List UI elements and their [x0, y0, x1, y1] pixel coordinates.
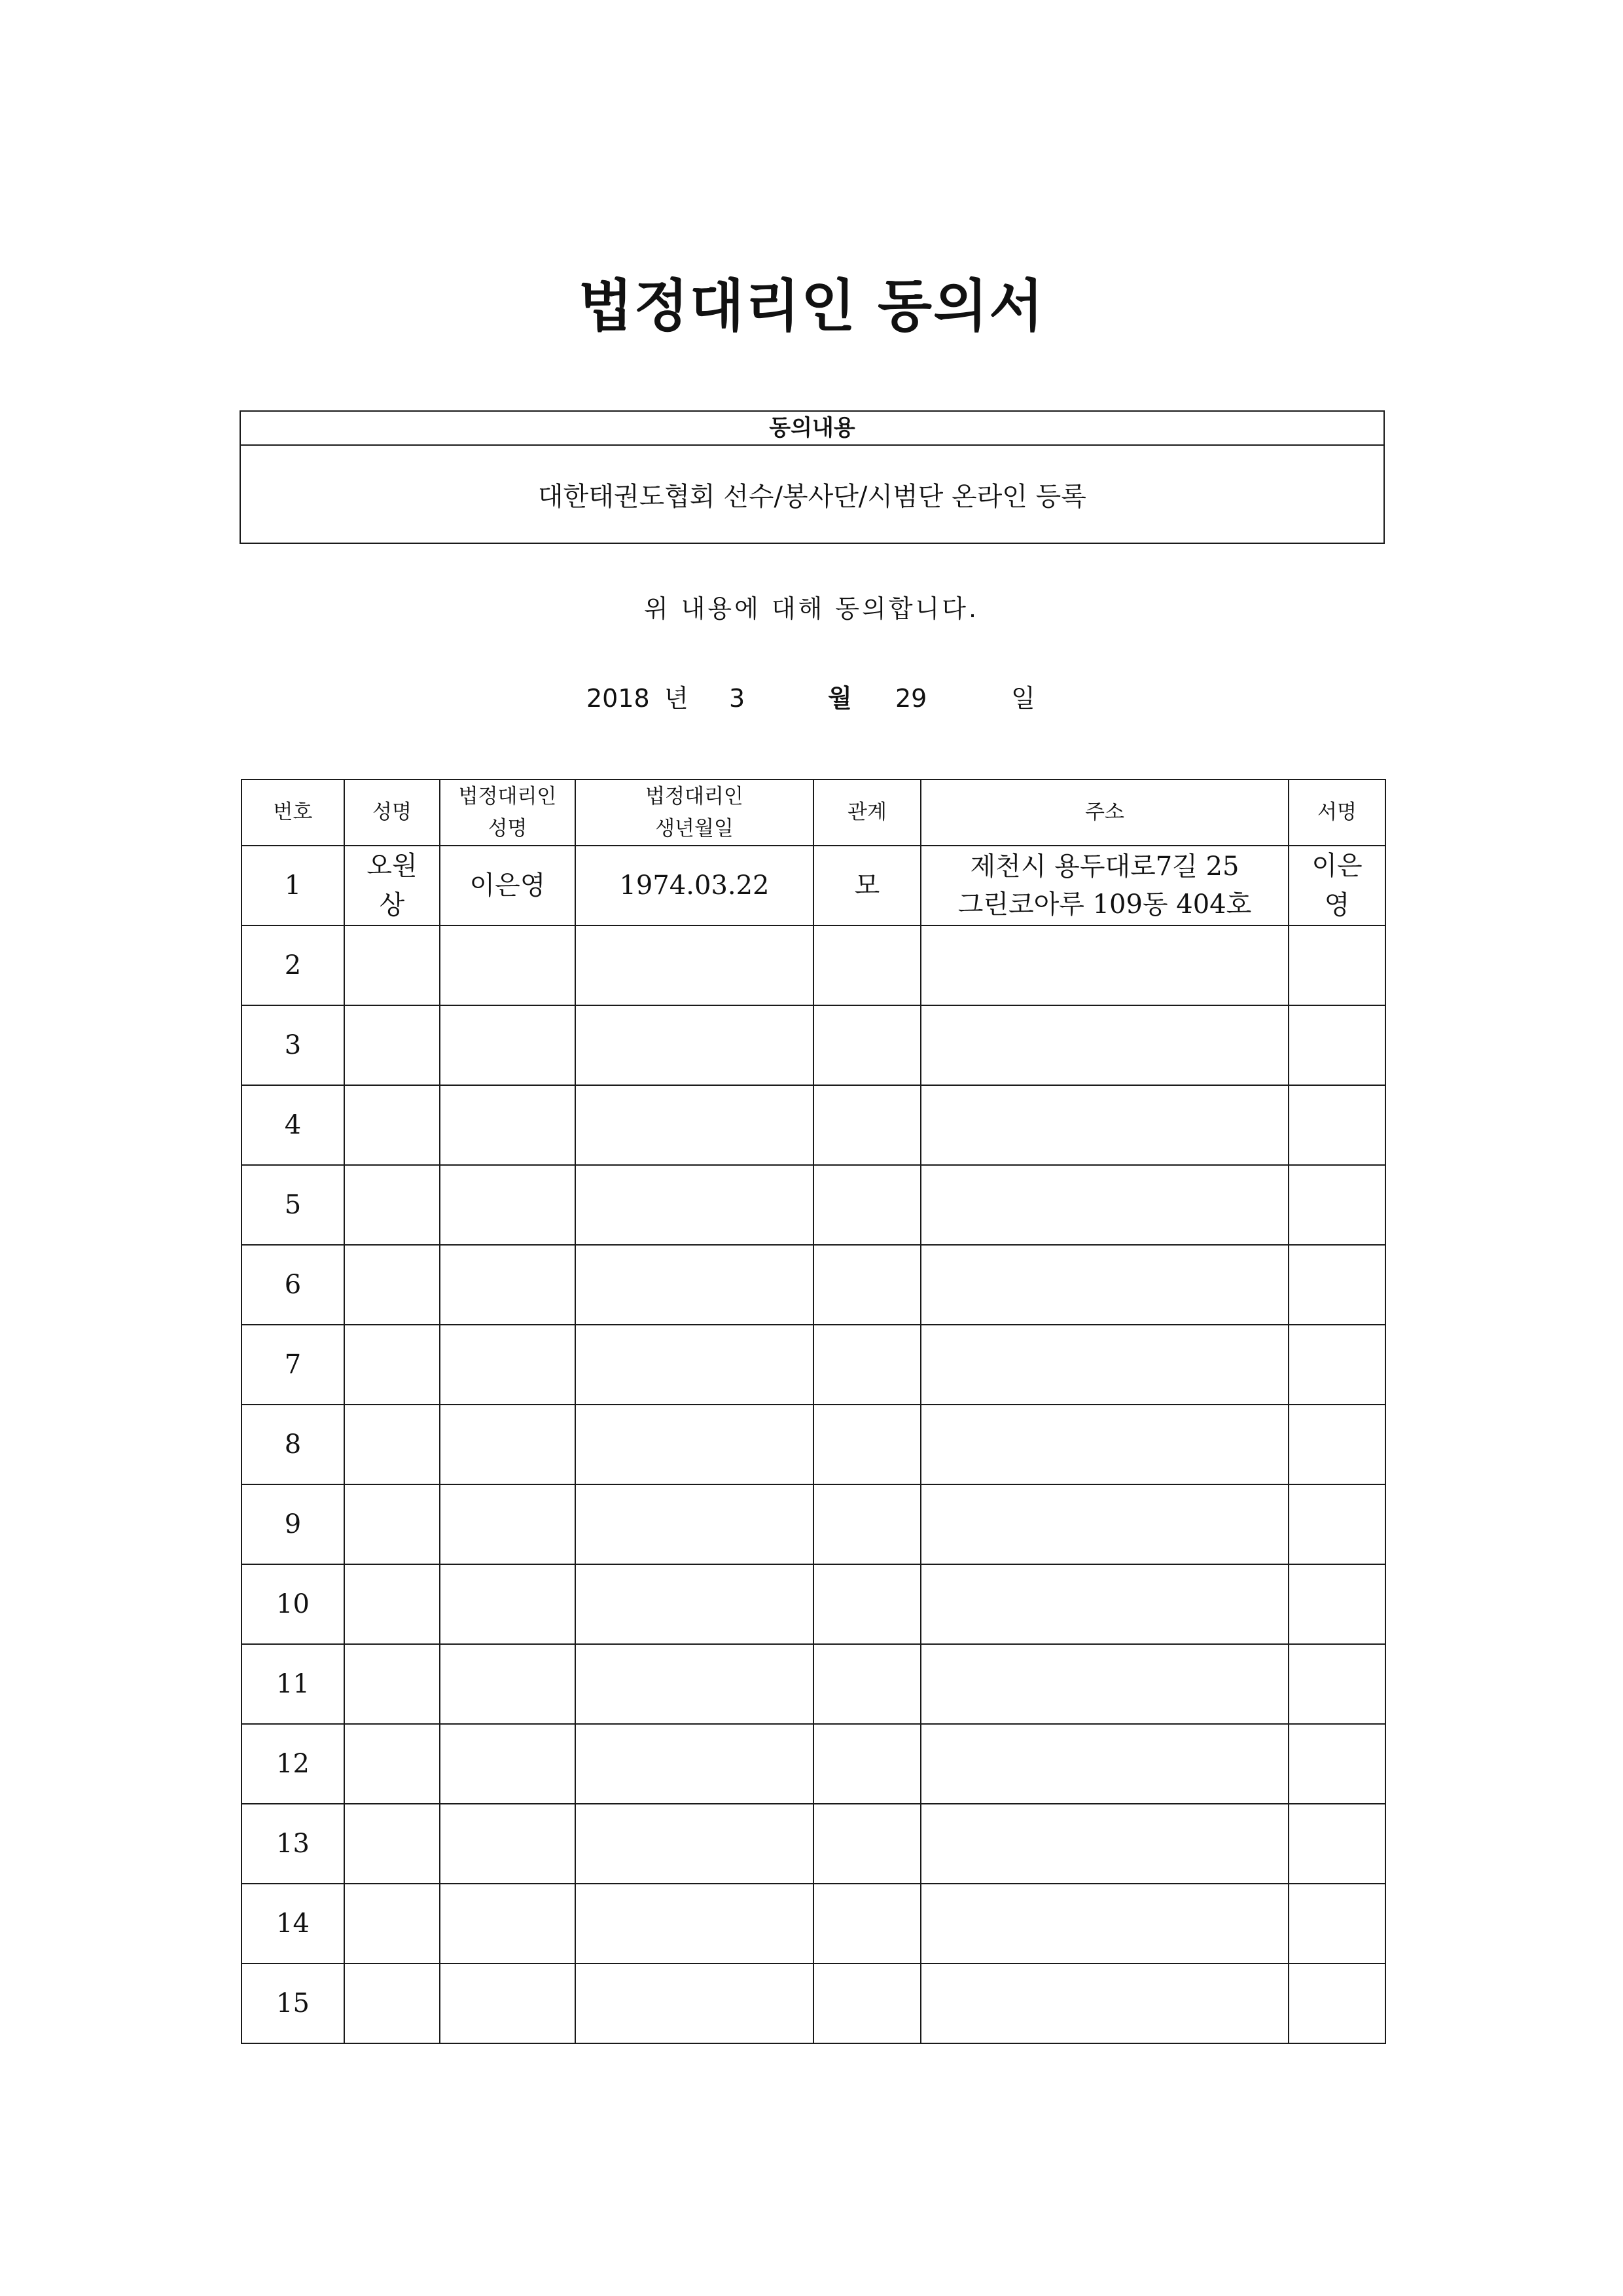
signature-cell [1289, 1884, 1385, 1964]
relation-cell [813, 1724, 921, 1804]
table-row [241, 1484, 1385, 1564]
table-row [241, 1644, 1385, 1724]
relation-cell [813, 1564, 921, 1644]
row-number-cell [241, 1165, 344, 1245]
address-cell [921, 1325, 1289, 1405]
page-title: 법정대리인 동의서 [578, 274, 1045, 339]
guardian-birthdate-cell [575, 1325, 813, 1405]
name-cell [344, 846, 440, 925]
signature-cell [1289, 1245, 1385, 1325]
relation-cell [813, 1405, 921, 1484]
row-number-value: 8 [284, 1429, 302, 1460]
address-cell [921, 1964, 1289, 2043]
address-value: 제천시 용두대로7길 25 그린코아루 109동 404호 [957, 851, 1252, 920]
row-number-cell [241, 1964, 344, 2043]
signature-value: 이은영 [1311, 851, 1363, 920]
name-cell [344, 1964, 440, 2043]
address-cell [921, 1245, 1289, 1325]
consent-header: 동의내용 [241, 412, 1383, 446]
guardian-birthdate-cell [575, 1804, 813, 1884]
name-cell [344, 1804, 440, 1884]
address-cell [921, 1405, 1289, 1484]
table-row [241, 1564, 1385, 1644]
table-row [241, 1804, 1385, 1884]
row-number-value: 9 [284, 1509, 302, 1539]
table-row [241, 846, 1385, 925]
name-value: 오원상 [366, 851, 418, 920]
guardian-name-cell [440, 1405, 575, 1484]
signature-cell [1289, 925, 1385, 1005]
row-number-cell [241, 1245, 344, 1325]
signature-cell [1289, 1564, 1385, 1644]
row-number-value: 2 [284, 950, 302, 980]
relation-cell [813, 1165, 921, 1245]
address-cell [921, 1804, 1289, 1884]
guardian-name-cell [440, 1724, 575, 1804]
name-cell [344, 1884, 440, 1964]
header-guardian-birthdate: 법정대리인 생년월일 [575, 780, 813, 846]
relation-cell [813, 925, 921, 1005]
guardian-name-cell [440, 1325, 575, 1405]
row-number-cell [241, 1644, 344, 1724]
guardian-birthdate-cell [575, 925, 813, 1005]
address-cell [921, 1724, 1289, 1804]
row-number-value: 3 [284, 1030, 302, 1060]
address-cell [921, 1085, 1289, 1165]
table-row [241, 1245, 1385, 1325]
relation-cell [813, 1884, 921, 1964]
row-number-value: 11 [276, 1669, 310, 1699]
guardian-name-cell [440, 1964, 575, 2043]
row-number-value: 1 [284, 870, 302, 901]
guardian-name-cell [440, 1884, 575, 1964]
row-number-cell [241, 1325, 344, 1405]
guardian-name-cell [440, 1165, 575, 1245]
guardian-birthdate-cell [575, 1484, 813, 1564]
date-year: 2018 [586, 684, 650, 713]
address-cell [921, 1564, 1289, 1644]
row-number-value: 15 [276, 1988, 310, 2018]
relation-cell [813, 1085, 921, 1165]
signature-cell [1289, 1405, 1385, 1484]
row-number-cell [241, 1564, 344, 1644]
date-year-unit: 년 [664, 684, 688, 713]
guardian-birthdate-cell [575, 846, 813, 925]
name-cell [344, 1644, 440, 1724]
signature-cell [1289, 1325, 1385, 1405]
table-row [241, 1964, 1385, 2043]
guardian-name-cell [440, 1484, 575, 1564]
row-number-cell [241, 925, 344, 1005]
signature-cell [1289, 1484, 1385, 1564]
header-number: 번호 [241, 780, 344, 846]
name-cell [344, 1245, 440, 1325]
row-number-cell [241, 1724, 344, 1804]
table-row [241, 1724, 1385, 1804]
signature-cell [1289, 846, 1385, 925]
date-day-unit: 일 [1011, 684, 1035, 713]
guardian-name-cell [440, 1085, 575, 1165]
guardian-birthdate-cell [575, 1085, 813, 1165]
name-cell [344, 1325, 440, 1405]
guardian-birthdate-cell [575, 1884, 813, 1964]
relation-cell [813, 846, 921, 925]
name-cell [344, 1405, 440, 1484]
guardian-name-cell [440, 1804, 575, 1884]
guardian-birthdate-cell [575, 1245, 813, 1325]
row-number-value: 5 [284, 1190, 302, 1220]
row-number-cell [241, 846, 344, 925]
row-number-value: 7 [284, 1350, 302, 1380]
name-cell [344, 1724, 440, 1804]
relation-cell [813, 1484, 921, 1564]
row-number-value: 12 [276, 1749, 310, 1779]
name-cell [344, 1165, 440, 1245]
table-row [241, 1085, 1385, 1165]
relation-value: 모 [854, 870, 880, 901]
row-number-value: 13 [276, 1829, 310, 1859]
name-cell [344, 1085, 440, 1165]
name-cell [344, 1564, 440, 1644]
row-number-value: 4 [284, 1110, 302, 1140]
address-cell [921, 1884, 1289, 1964]
signature-cell [1289, 1165, 1385, 1245]
signature-cell [1289, 1804, 1385, 1884]
consent-table [241, 779, 1386, 2044]
header-guardian-name: 법정대리인 성명 [440, 780, 575, 846]
table-row [241, 925, 1385, 1005]
guardian-birthdate-cell [575, 1405, 813, 1484]
table-row [241, 1325, 1385, 1405]
date-day: 29 [895, 684, 927, 713]
name-cell [344, 1005, 440, 1085]
table-header-row [241, 780, 1385, 846]
table-row [241, 1165, 1385, 1245]
table-row [241, 1005, 1385, 1085]
header-signature: 서명 [1289, 780, 1385, 846]
guardian-name-cell [440, 1005, 575, 1085]
relation-cell [813, 1005, 921, 1085]
guardian-birthdate-cell [575, 1165, 813, 1245]
guardian-birthdate-cell [575, 1564, 813, 1644]
guardian-name-cell [440, 1564, 575, 1644]
name-cell [344, 925, 440, 1005]
table-body [241, 846, 1385, 2043]
address-cell [921, 846, 1289, 925]
row-number-cell [241, 1405, 344, 1484]
relation-cell [813, 1804, 921, 1884]
date-month: 3 [729, 684, 745, 713]
relation-cell [813, 1644, 921, 1724]
table-row [241, 1884, 1385, 1964]
guardian-name-cell [440, 846, 575, 925]
consent-content: 대한태권도협회 선수/봉사단/시범단 온라인 등록 [538, 481, 1086, 512]
address-cell [921, 1005, 1289, 1085]
consent-box [240, 410, 1385, 544]
row-number-cell [241, 1884, 344, 1964]
guardian-birthdate-cell [575, 1005, 813, 1085]
header-name: 성명 [344, 780, 440, 846]
row-number-value: 6 [284, 1270, 302, 1300]
signature-cell [1289, 1644, 1385, 1724]
signature-cell [1289, 1085, 1385, 1165]
guardian-name-cell [440, 925, 575, 1005]
signature-cell [1289, 1964, 1385, 2043]
date-month-unit: 월 [828, 684, 852, 713]
row-number-value: 14 [276, 1909, 310, 1939]
guardian-birthdate-cell [575, 1724, 813, 1804]
signature-cell [1289, 1724, 1385, 1804]
guardian-birthdate-cell [575, 1964, 813, 2043]
guardian-birthdate-value: 1974.03.22 [619, 870, 770, 901]
row-number-cell [241, 1085, 344, 1165]
guardian-birthdate-cell [575, 1644, 813, 1724]
address-cell [921, 925, 1289, 1005]
header-address: 주소 [921, 780, 1289, 846]
relation-cell [813, 1245, 921, 1325]
row-number-cell [241, 1804, 344, 1884]
address-cell [921, 1165, 1289, 1245]
signature-cell [1289, 1005, 1385, 1085]
header-relation: 관계 [813, 780, 921, 846]
relation-cell [813, 1964, 921, 2043]
name-cell [344, 1484, 440, 1564]
agreement-statement: 위 내용에 대해 동의합니다. [643, 594, 980, 623]
guardian-name-cell [440, 1245, 575, 1325]
row-number-value: 10 [276, 1589, 310, 1619]
row-number-cell [241, 1484, 344, 1564]
address-cell [921, 1644, 1289, 1724]
guardian-name-value: 이은영 [469, 870, 546, 901]
relation-cell [813, 1325, 921, 1405]
table-row [241, 1405, 1385, 1484]
row-number-cell [241, 1005, 344, 1085]
address-cell [921, 1484, 1289, 1564]
guardian-name-cell [440, 1644, 575, 1724]
